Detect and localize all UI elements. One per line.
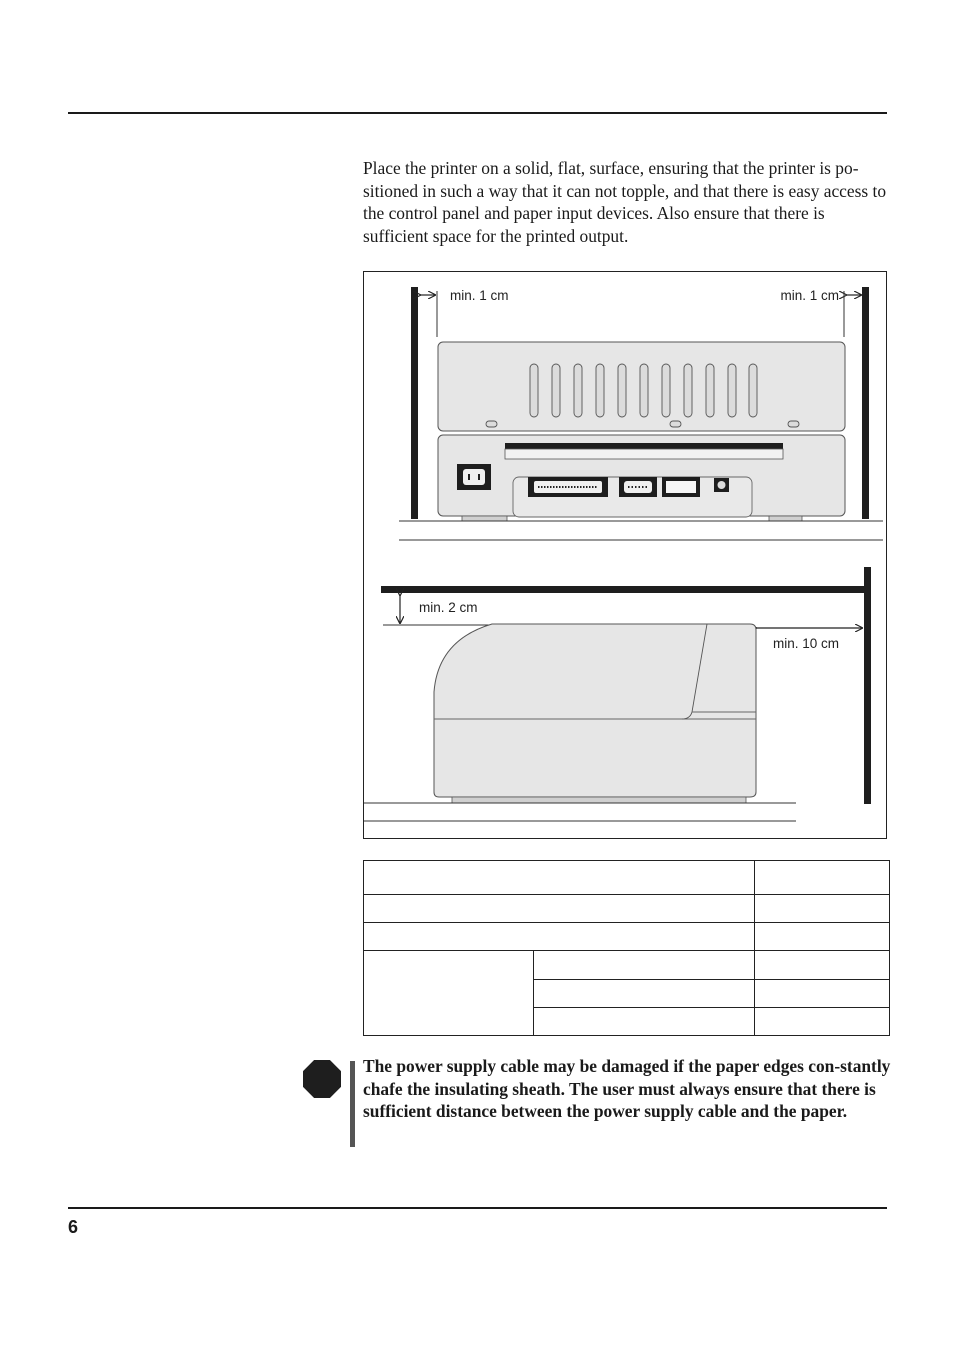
table-cell [364,923,755,951]
table-cell [534,980,755,1008]
rear-wall [864,567,871,804]
spec-table [363,860,890,1036]
clearance-diagram [364,272,888,840]
table-cell [534,951,755,980]
table-cell [364,861,755,895]
table-cell [755,1008,890,1036]
table-cell [755,980,890,1008]
right-clearance-label: min. 1 cm [780,288,839,303]
table-cell [364,951,534,1036]
table-cell [755,895,890,923]
header-rule [68,112,887,114]
table-cell [364,895,755,923]
left-wall [411,287,418,519]
printer-side-view [434,624,756,803]
table-cell [755,861,890,895]
table-cell [755,951,890,980]
warning-bar [350,1061,355,1147]
right-wall [862,287,869,519]
printer-front-view [438,342,845,521]
page-number: 6 [68,1217,79,1237]
warning-text: The power supply cable may be damaged if the paper edges con-stantly chafe the insulating sheath. The user must always ensure that there is sufficient distance between the power supply cable and the paper. [363,1056,891,1122]
left-clearance-label: min. 1 cm [450,288,509,303]
top-clearance-label: min. 2 cm [419,600,478,615]
table-row [364,861,890,895]
rear-clearance-label: min. 10 cm [773,636,840,651]
overhead-shelf [381,586,870,593]
footer-rule [68,1207,887,1209]
table-row [364,951,890,980]
printer-clearance-figure [363,271,887,839]
table-row [364,895,890,923]
intro-paragraph: Place the printer on a solid, flat, surface, ensuring that the printer is po-sitioned in such a way that it can not topple, and that there is easy access to the control panel and paper input devices. Also ensure that there is sufficient space for the printed output. [363,158,887,247]
stop-sign-icon [303,1060,341,1098]
table-cell [755,923,890,951]
table-cell [534,1008,755,1036]
table-row [364,923,890,951]
